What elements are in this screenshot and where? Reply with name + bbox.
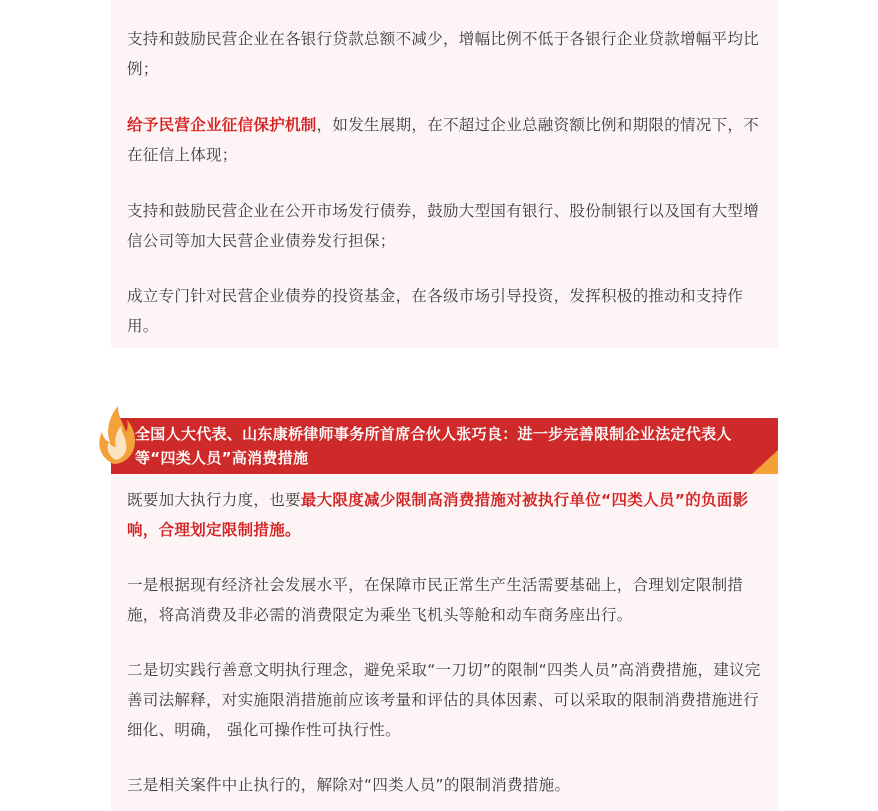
paragraph-credit-loans: 支持和鼓励民营企业在各银行贷款总额不减少，增幅比例不低于各银行企业贷款增幅平均比例； (127, 30, 760, 78)
section-banner (111, 418, 778, 474)
paragraph-bond-issuance: 支持和鼓励民营企业在公开市场发行债券，鼓励大型国有银行、股份制银行以及国有大型增信公司等加大民营企业债券发行担保； (127, 202, 760, 250)
article-card-bottom (111, 474, 778, 811)
paragraph-point-two: 二是切实践行善意文明执行理念，避免采取“一刀切”的限制“四类人员”高消费措施，建议完善司法解释，对实施限消措施前应该考量和评估的具体因素、可以采取的限制消费措施进行细化、明确， 强化可操作性可执行性。 (127, 661, 761, 739)
paragraph-point-three: 三是相关案件中止执行的，解除对“四类人员”的限制消费措施。 (127, 776, 571, 794)
banner-title: 全国人大代表、山东康桥律师事务所首席合伙人张巧良：进一步完善限制企业法定代表人等“四类人员”高消费措施 (135, 425, 732, 467)
paragraph-credit-protection-rest: ，如发生展期，在不超过企业总融资额比例和期限的情况下，不在征信上体现； (127, 116, 760, 164)
article-card-top (111, 0, 778, 348)
highlight-credit-protection: 给予民营企业征信保护机制 (127, 116, 317, 134)
paragraph-point-one: 一是根据现有经济社会发展水平，在保障市民正常生产生活需要基础上，合理划定限制措施，将高消费及非必需的消费限定为乘坐飞机头等舱和动车商务座出行。 (127, 576, 744, 624)
paragraph-credit-protection (127, 110, 767, 170)
corner-triangle-icon (752, 450, 778, 474)
paragraph-bond-fund: 成立专门针对民营企业债券的投资基金，在各级市场引导投资，发挥积极的推动和支持作用。 (127, 287, 744, 335)
paragraph-enforcement (127, 485, 767, 545)
flame-icon (94, 402, 140, 466)
paragraph-enforcement-start: 既要加大执行力度，也要 (127, 491, 301, 509)
highlight-enforcement: 最大限度减少限制高消费措施对被执行单位“四类人员”的负面影响，合理划定限制措施。 (127, 491, 749, 539)
